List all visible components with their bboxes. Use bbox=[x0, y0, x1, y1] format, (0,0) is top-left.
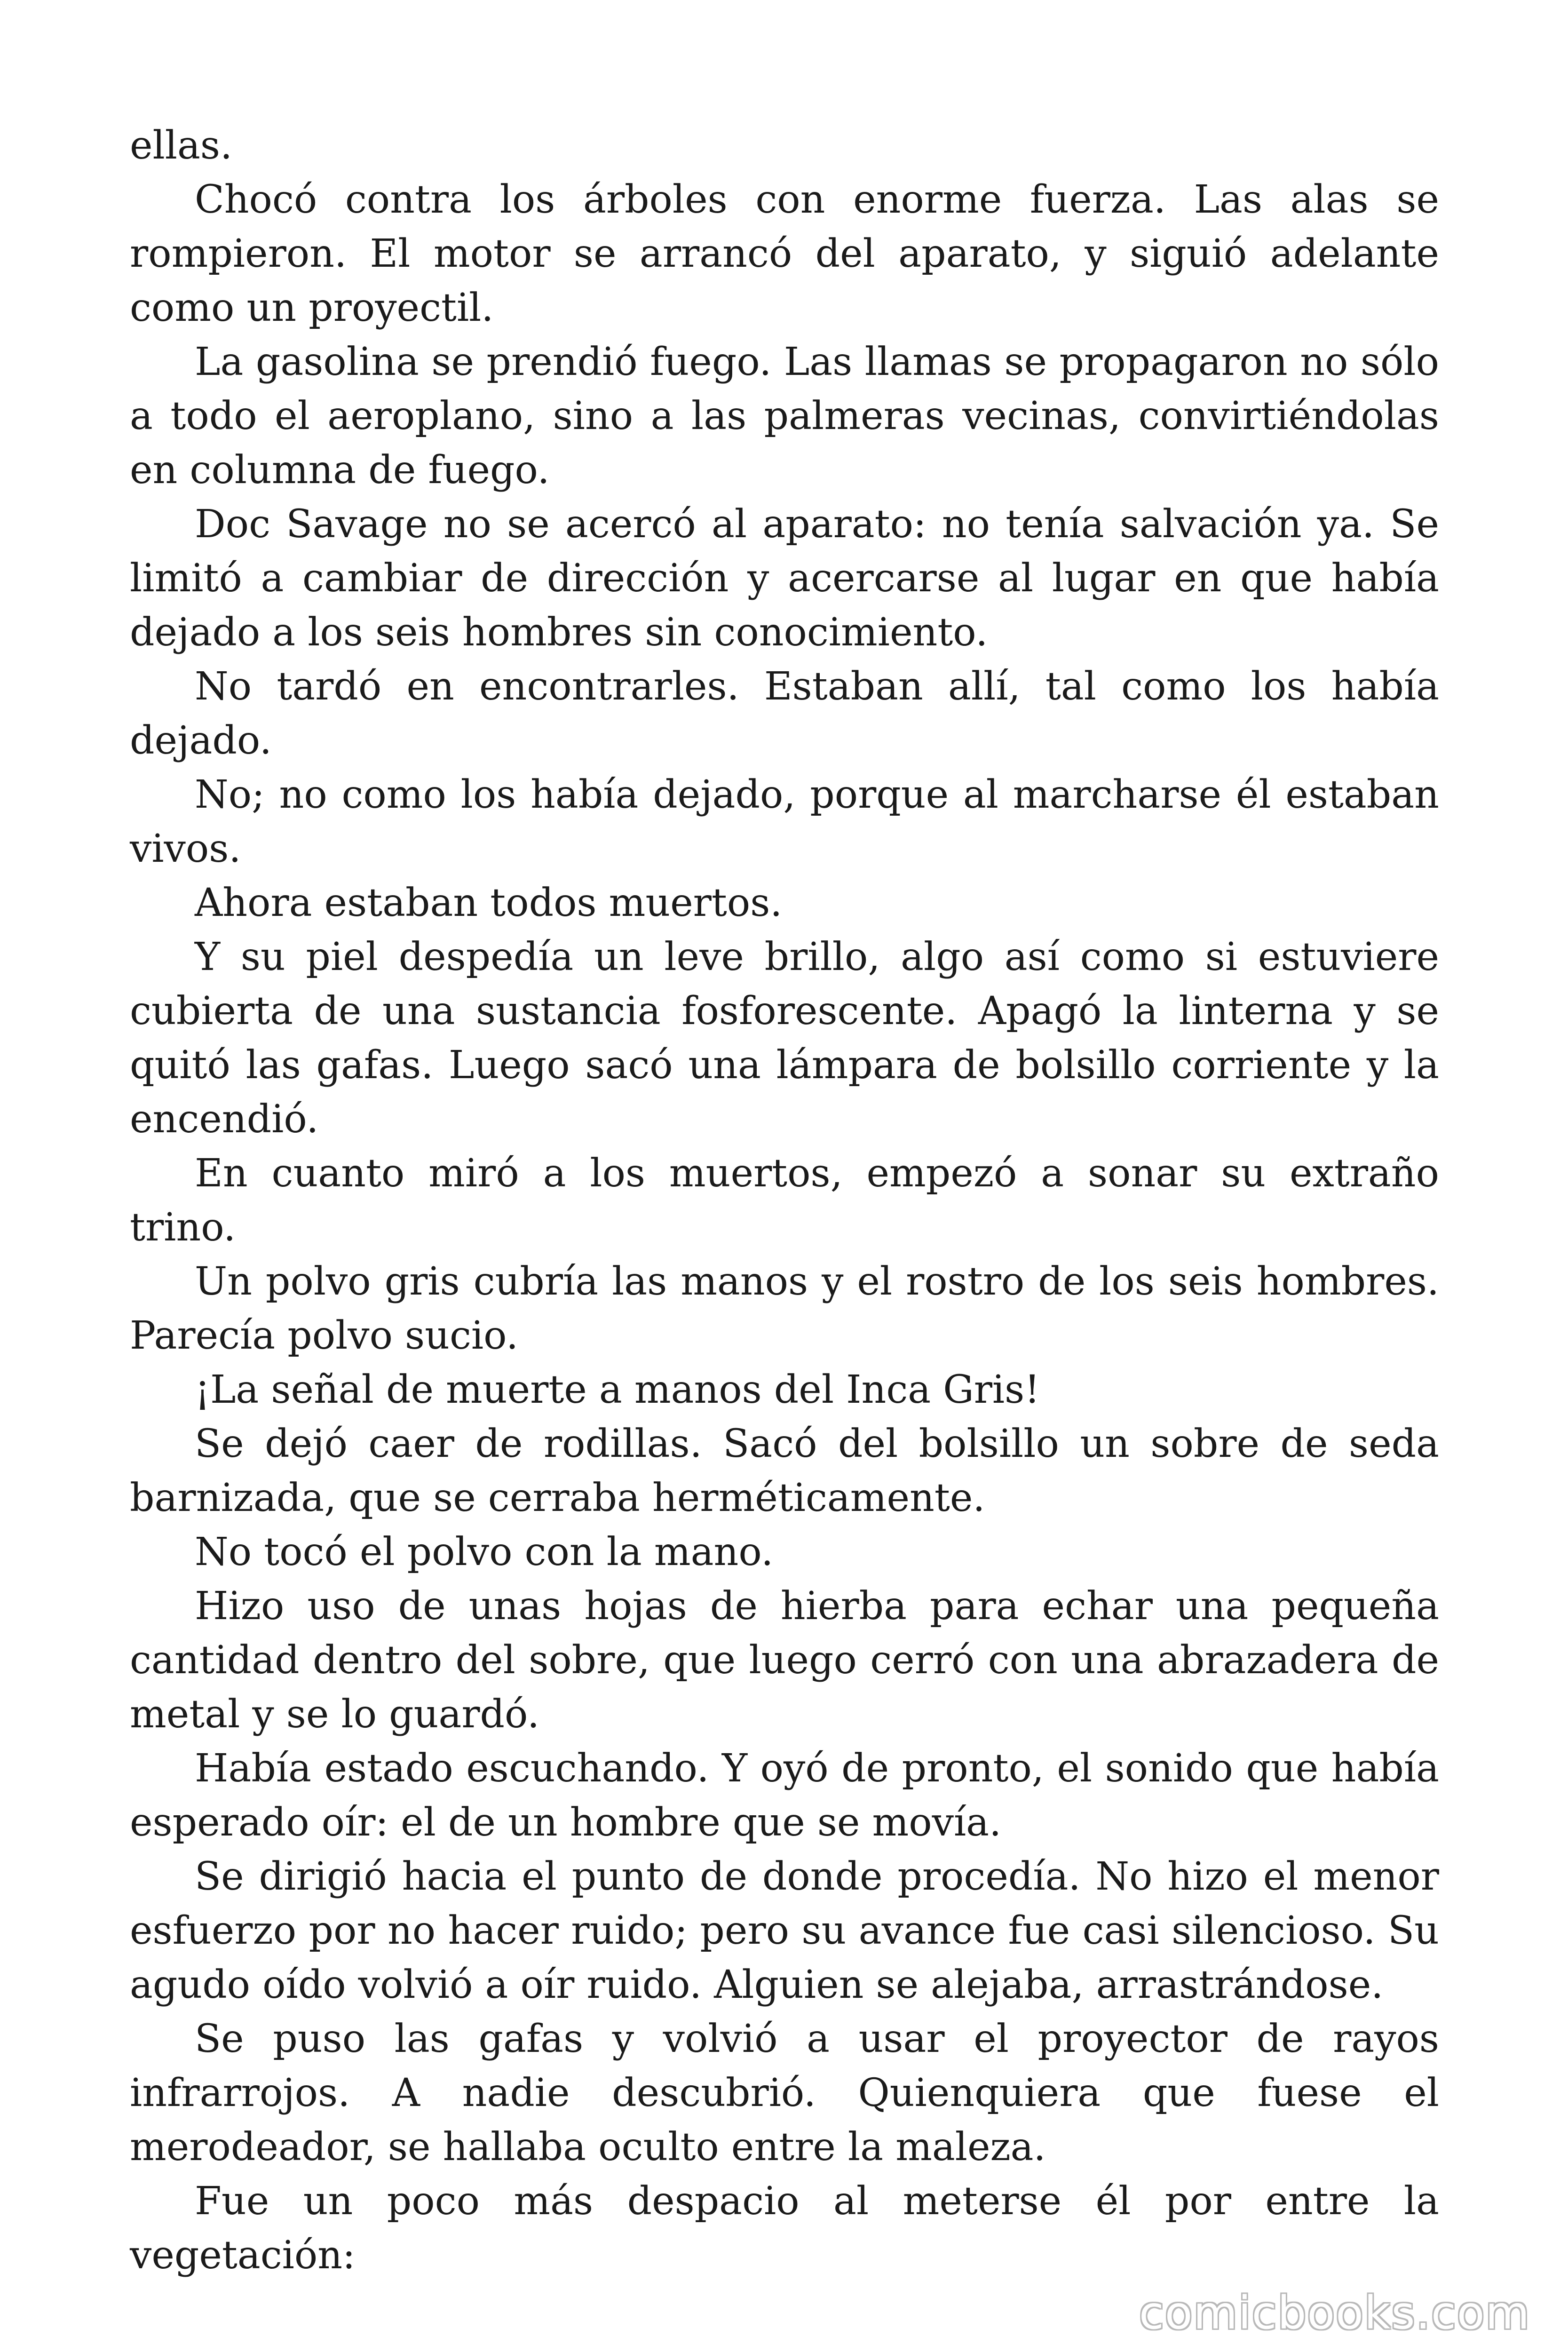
paragraph-continuation: ellas. bbox=[130, 123, 233, 168]
paragraph: No tocó el polvo con la mano. bbox=[195, 1530, 774, 1574]
paragraph: Chocó contra los árboles con enorme fuerza. Las alas se rompieron. El motor se arrancó del aparato, y siguió adelante como un proyectil. bbox=[130, 177, 1439, 330]
paragraph: La gasolina se prendió fuego. Las llamas se propagaron no sólo a todo el aeroplano, sino a las palmeras vecinas, convirtiéndolas en columna de fuego. bbox=[130, 340, 1439, 493]
paragraph: ¡La señal de muerte a manos del Inca Gris! bbox=[195, 1367, 1040, 1412]
paragraph: Doc Savage no se acercó al aparato: no tenía salvación ya. Se limitó a cambiar de dirección y acercarse al lugar en que había dejado a los seis hombres sin conocimiento. bbox=[130, 502, 1439, 655]
paragraph: En cuanto miró a los muertos, empezó a sonar su extraño trino. bbox=[130, 1151, 1439, 1250]
paragraph: Se puso las gafas y volvió a usar el proyector de rayos infrarrojos. A nadie descubrió. Quienquiera que fuese el merodeador, se hallaba oculto entre la maleza. bbox=[130, 2017, 1439, 2169]
paragraph: No tardó en encontrarles. Estaban allí, tal como los había dejado. bbox=[130, 664, 1439, 763]
paragraph: Fue un poco más despacio al meterse él por entre la vegetación: bbox=[130, 2179, 1439, 2278]
paragraph: Se dirigió hacia el punto de donde procedía. No hizo el menor esfuerzo por no hacer ruido; pero su avance fue casi silencioso. Su agudo oído volvió a oír ruido. Alguien se alejaba, arrastrándose. bbox=[130, 1854, 1439, 2007]
paragraph: Y su piel despedía un leve brillo, algo así como si estuviere cubierta de una sustancia fosforescente. Apagó la linterna y se quitó las gafas. Luego sacó una lámpara de bolsillo corriente y la encendió. bbox=[130, 935, 1439, 1142]
body-text bbox=[130, 119, 1439, 2282]
paragraph: Ahora estaban todos muertos. bbox=[195, 881, 783, 925]
paragraph: Hizo uso de unas hojas de hierba para echar una pequeña cantidad dentro del sobre, que luego cerró con una abrazadera de metal y se lo guardó. bbox=[130, 1584, 1439, 1737]
paragraph: No; no como los había dejado, porque al marcharse él estaban vivos. bbox=[130, 772, 1439, 871]
watermark: comicbooks.com bbox=[1139, 2287, 1530, 2339]
paragraph: Un polvo gris cubría las manos y el rostro de los seis hombres. Parecía polvo sucio. bbox=[130, 1259, 1439, 1358]
paragraph: Se dejó caer de rodillas. Sacó del bolsillo un sobre de seda barnizada, que se cerraba herméticamente. bbox=[130, 1422, 1439, 1520]
paragraph: Había estado escuchando. Y oyó de pronto, el sonido que había esperado oír: el de un hombre que se movía. bbox=[130, 1746, 1439, 1845]
